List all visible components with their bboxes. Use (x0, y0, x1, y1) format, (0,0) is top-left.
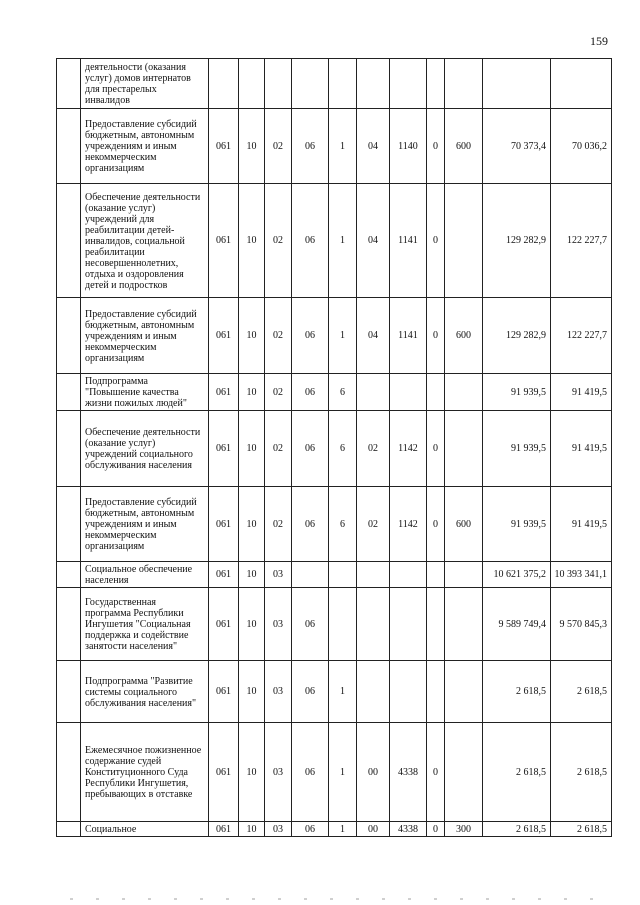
subsection-code-cell: 03 (265, 723, 292, 822)
section-code-cell: 10 (239, 411, 265, 487)
subprogram-code-cell: 6 (329, 487, 357, 562)
expense-type-cell: 600 (445, 109, 483, 184)
subprogram-code-cell: 1 (329, 723, 357, 822)
amount-actual-cell: 91 419,5 (551, 487, 612, 562)
section-code-cell: 10 (239, 723, 265, 822)
program-code-cell: 06 (292, 184, 329, 298)
suffix-code-cell: 0 (427, 723, 445, 822)
main-event-code-cell (357, 562, 390, 588)
direction-code-cell: 4338 (390, 723, 427, 822)
section-code-cell: 10 (239, 374, 265, 411)
budget-table (56, 58, 612, 837)
direction-code-cell: 1141 (390, 184, 427, 298)
row-name-cell: Предоставление субсидий бюджетным, автономным учреждениям и иным некоммерческим организациям (81, 487, 209, 562)
amount-actual-cell: 91 419,5 (551, 411, 612, 487)
admin-code-cell (209, 59, 239, 109)
expense-type-cell (445, 723, 483, 822)
amount-plan-cell: 91 939,5 (483, 487, 551, 562)
suffix-code-cell: 0 (427, 822, 445, 837)
program-code-cell: 06 (292, 411, 329, 487)
main-event-code-cell (357, 661, 390, 723)
subsection-code-cell: 02 (265, 298, 292, 374)
subsection-code-cell (265, 59, 292, 109)
program-code-cell (292, 562, 329, 588)
expense-type-cell (445, 59, 483, 109)
amount-plan-cell: 129 282,9 (483, 184, 551, 298)
scan-noise (70, 898, 610, 900)
subsection-code-cell: 02 (265, 184, 292, 298)
main-event-code-cell: 04 (357, 184, 390, 298)
program-code-cell: 06 (292, 487, 329, 562)
section-code-cell: 10 (239, 661, 265, 723)
subprogram-code-cell: 6 (329, 374, 357, 411)
amount-plan-cell: 91 939,5 (483, 411, 551, 487)
amount-plan-cell (483, 59, 551, 109)
admin-code-cell: 061 (209, 298, 239, 374)
program-code-cell: 06 (292, 109, 329, 184)
program-code-cell: 06 (292, 298, 329, 374)
expense-type-cell (445, 562, 483, 588)
row-number-cell (57, 411, 81, 487)
direction-code-cell: 1142 (390, 487, 427, 562)
direction-code-cell (390, 562, 427, 588)
main-event-code-cell: 00 (357, 822, 390, 837)
expense-type-cell: 300 (445, 822, 483, 837)
admin-code-cell: 061 (209, 184, 239, 298)
section-code-cell (239, 59, 265, 109)
main-event-code-cell: 00 (357, 723, 390, 822)
suffix-code-cell (427, 374, 445, 411)
row-name-cell: Предоставление субсидий бюджетным, автономным учреждениям и иным некоммерческим организациям (81, 109, 209, 184)
program-code-cell: 06 (292, 588, 329, 661)
subsection-code-cell: 02 (265, 411, 292, 487)
section-code-cell: 10 (239, 822, 265, 837)
section-code-cell: 10 (239, 487, 265, 562)
program-code-cell: 06 (292, 374, 329, 411)
main-event-code-cell: 02 (357, 411, 390, 487)
table-row (57, 487, 612, 562)
suffix-code-cell: 0 (427, 487, 445, 562)
amount-plan-cell: 129 282,9 (483, 298, 551, 374)
amount-plan-cell: 91 939,5 (483, 374, 551, 411)
row-number-cell (57, 298, 81, 374)
subprogram-code-cell (329, 59, 357, 109)
main-event-code-cell (357, 588, 390, 661)
subprogram-code-cell (329, 562, 357, 588)
direction-code-cell: 1141 (390, 298, 427, 374)
direction-code-cell (390, 661, 427, 723)
amount-actual-cell: 70 036,2 (551, 109, 612, 184)
table-row (57, 588, 612, 661)
admin-code-cell: 061 (209, 411, 239, 487)
expense-type-cell (445, 411, 483, 487)
row-number-cell (57, 588, 81, 661)
row-number-cell (57, 562, 81, 588)
amount-actual-cell: 91 419,5 (551, 374, 612, 411)
subprogram-code-cell: 1 (329, 822, 357, 837)
direction-code-cell: 4338 (390, 822, 427, 837)
subprogram-code-cell: 1 (329, 298, 357, 374)
subprogram-code-cell: 1 (329, 109, 357, 184)
section-code-cell: 10 (239, 109, 265, 184)
expense-type-cell (445, 588, 483, 661)
direction-code-cell: 1140 (390, 109, 427, 184)
page-number: 159 (590, 34, 608, 48)
row-number-cell (57, 184, 81, 298)
main-event-code-cell: 04 (357, 109, 390, 184)
row-name-cell: Ежемесячное пожизненное содержание судей Конституционного Суда Республики Ингушетия, пребывающих в отставке (81, 723, 209, 822)
row-name-cell: Обеспечение деятельности (оказание услуг) учреждений социального обслуживания населения (81, 411, 209, 487)
table-row (57, 374, 612, 411)
admin-code-cell: 061 (209, 374, 239, 411)
admin-code-cell: 061 (209, 822, 239, 837)
admin-code-cell: 061 (209, 723, 239, 822)
amount-actual-cell: 2 618,5 (551, 661, 612, 723)
row-name-cell: Подпрограмма "Развитие системы социального обслуживания населения" (81, 661, 209, 723)
amount-plan-cell: 9 589 749,4 (483, 588, 551, 661)
expense-type-cell: 600 (445, 298, 483, 374)
admin-code-cell: 061 (209, 588, 239, 661)
section-code-cell: 10 (239, 184, 265, 298)
program-code-cell: 06 (292, 661, 329, 723)
amount-plan-cell: 2 618,5 (483, 661, 551, 723)
suffix-code-cell: 0 (427, 184, 445, 298)
main-event-code-cell: 02 (357, 487, 390, 562)
row-number-cell (57, 487, 81, 562)
section-code-cell: 10 (239, 562, 265, 588)
amount-plan-cell: 2 618,5 (483, 723, 551, 822)
suffix-code-cell (427, 562, 445, 588)
row-name-cell: Социальное обеспечение населения (81, 562, 209, 588)
table-row (57, 298, 612, 374)
row-name-cell: Обеспечение деятельности (оказание услуг) учреждений для реабилитации детей-инвалидов, социальной реабилитации несовершеннолетних, отдыха и оздоровления детей и подростков (81, 184, 209, 298)
amount-actual-cell (551, 59, 612, 109)
suffix-code-cell: 0 (427, 298, 445, 374)
program-code-cell: 06 (292, 822, 329, 837)
subprogram-code-cell: 1 (329, 184, 357, 298)
section-code-cell: 10 (239, 298, 265, 374)
row-name-cell: деятельности (оказания услуг) домов интернатов для престарелых инвалидов (81, 59, 209, 109)
program-code-cell: 06 (292, 723, 329, 822)
table-row (57, 822, 612, 837)
direction-code-cell: 1142 (390, 411, 427, 487)
subsection-code-cell: 02 (265, 487, 292, 562)
subprogram-code-cell: 1 (329, 661, 357, 723)
subsection-code-cell: 02 (265, 374, 292, 411)
amount-actual-cell: 10 393 341,1 (551, 562, 612, 588)
row-name-cell: Подпрограмма "Повышение качества жизни пожилых людей" (81, 374, 209, 411)
subsection-code-cell: 03 (265, 562, 292, 588)
main-event-code-cell (357, 59, 390, 109)
suffix-code-cell (427, 661, 445, 723)
direction-code-cell (390, 588, 427, 661)
program-code-cell (292, 59, 329, 109)
amount-actual-cell: 122 227,7 (551, 298, 612, 374)
direction-code-cell (390, 59, 427, 109)
table-row (57, 562, 612, 588)
admin-code-cell: 061 (209, 562, 239, 588)
suffix-code-cell: 0 (427, 411, 445, 487)
expense-type-cell (445, 374, 483, 411)
amount-actual-cell: 122 227,7 (551, 184, 612, 298)
suffix-code-cell (427, 588, 445, 661)
amount-plan-cell: 2 618,5 (483, 822, 551, 837)
amount-plan-cell: 10 621 375,2 (483, 562, 551, 588)
table-row (57, 411, 612, 487)
table-row (57, 109, 612, 184)
suffix-code-cell (427, 59, 445, 109)
amount-actual-cell: 2 618,5 (551, 822, 612, 837)
main-event-code-cell: 04 (357, 298, 390, 374)
table-row (57, 661, 612, 723)
table-row (57, 59, 612, 109)
row-number-cell (57, 374, 81, 411)
amount-plan-cell: 70 373,4 (483, 109, 551, 184)
admin-code-cell: 061 (209, 661, 239, 723)
row-number-cell (57, 723, 81, 822)
expense-type-cell (445, 661, 483, 723)
row-number-cell (57, 822, 81, 837)
table-row (57, 723, 612, 822)
amount-actual-cell: 2 618,5 (551, 723, 612, 822)
subsection-code-cell: 03 (265, 588, 292, 661)
row-name-cell: Государственная программа Республики Ингушетия "Социальная поддержка и содействие занятости населения" (81, 588, 209, 661)
suffix-code-cell: 0 (427, 109, 445, 184)
row-number-cell (57, 59, 81, 109)
admin-code-cell: 061 (209, 109, 239, 184)
expense-type-cell: 600 (445, 487, 483, 562)
admin-code-cell: 061 (209, 487, 239, 562)
row-name-cell: Предоставление субсидий бюджетным, автономным учреждениям и иным некоммерческим организациям (81, 298, 209, 374)
main-event-code-cell (357, 374, 390, 411)
row-number-cell (57, 109, 81, 184)
direction-code-cell (390, 374, 427, 411)
subprogram-code-cell (329, 588, 357, 661)
row-name-cell: Социальное (81, 822, 209, 837)
section-code-cell: 10 (239, 588, 265, 661)
amount-actual-cell: 9 570 845,3 (551, 588, 612, 661)
row-number-cell (57, 661, 81, 723)
expense-type-cell (445, 184, 483, 298)
subsection-code-cell: 03 (265, 661, 292, 723)
subprogram-code-cell: 6 (329, 411, 357, 487)
subsection-code-cell: 03 (265, 822, 292, 837)
subsection-code-cell: 02 (265, 109, 292, 184)
table-row (57, 184, 612, 298)
